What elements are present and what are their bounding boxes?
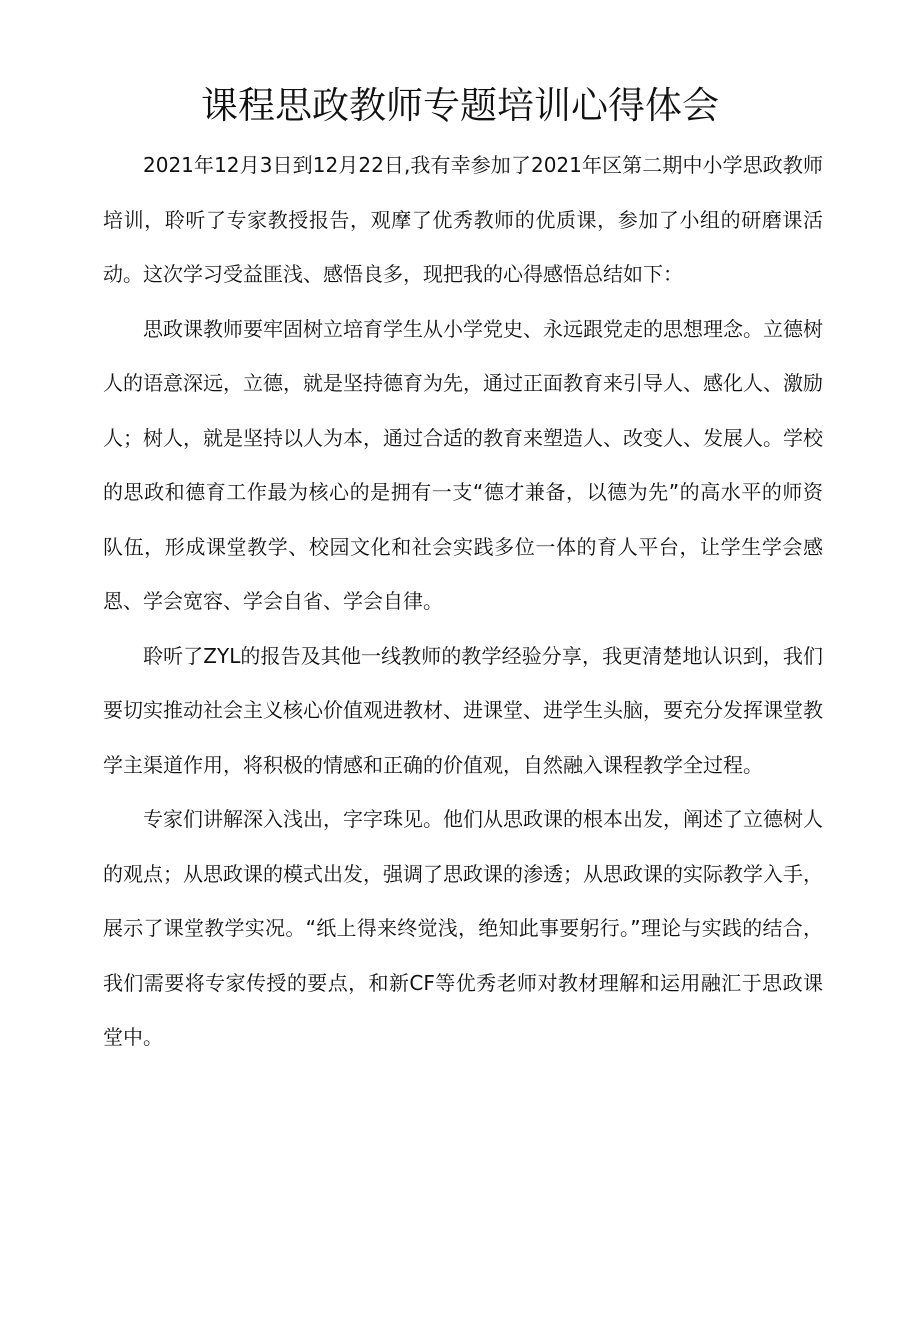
paragraph-moral-education: 思政课教师要牢固树立培育学生从小学党史、永远跟党走的思想理念。立德树人的语意深远，立德，就是坚持德育为先，通过正面教育来引导人、感化人、激励人；树人，就是坚持以人为本，通过合适的教育来塑造人、改变人、发展人。学校的思政和德育工作最为核心的是拥有一支“德才兼备，以德为先”的高水平的师资队伍，形成课堂教学、校园文化和社会实践多位一体的育人平台，让学生学会感恩、学会宽容、学会自省、学会自律。 <box>103 316 823 613</box>
paragraph-report-reflection: 聆听了ZYL的报告及其他一线教师的教学经验分享，我更清楚地认识到，我们要切实推动社会主义核心价值观进教材、进课堂、进学生头脑，要充分发挥课堂教学主渠道作用，将积极的情感和正确的价值观，自然融入课程教学全过程。 <box>103 643 823 777</box>
paragraph-intro: 2021年12月3日到12月22日,我有幸参加了2021年区第二期中小学思政教师培训，聆听了专家教授报告，观摩了优秀教师的优质课，参加了小组的研磨课活动。这次学习受益匪浅、感悟良多，现把我的心得感悟总结如下： <box>103 153 823 286</box>
document-body <box>103 138 823 1065</box>
paragraph-expert-lectures: 专家们讲解深入浅出，字字珠见。他们从思政课的根本出发，阐述了立德树人的观点；从思政课的模式出发，强调了思政课的渗透；从思政课的实际教学入手，展示了课堂教学实况。“纸上得来终觉浅，绝知此事要躬行。”理论与实践的结合，我们需要将专家传授的要点，和新CF等优秀老师对教材理解和运用融汇于思政课堂中。 <box>103 807 823 1049</box>
document-title: 课程思政教师专题培训心得体会 <box>201 84 719 127</box>
